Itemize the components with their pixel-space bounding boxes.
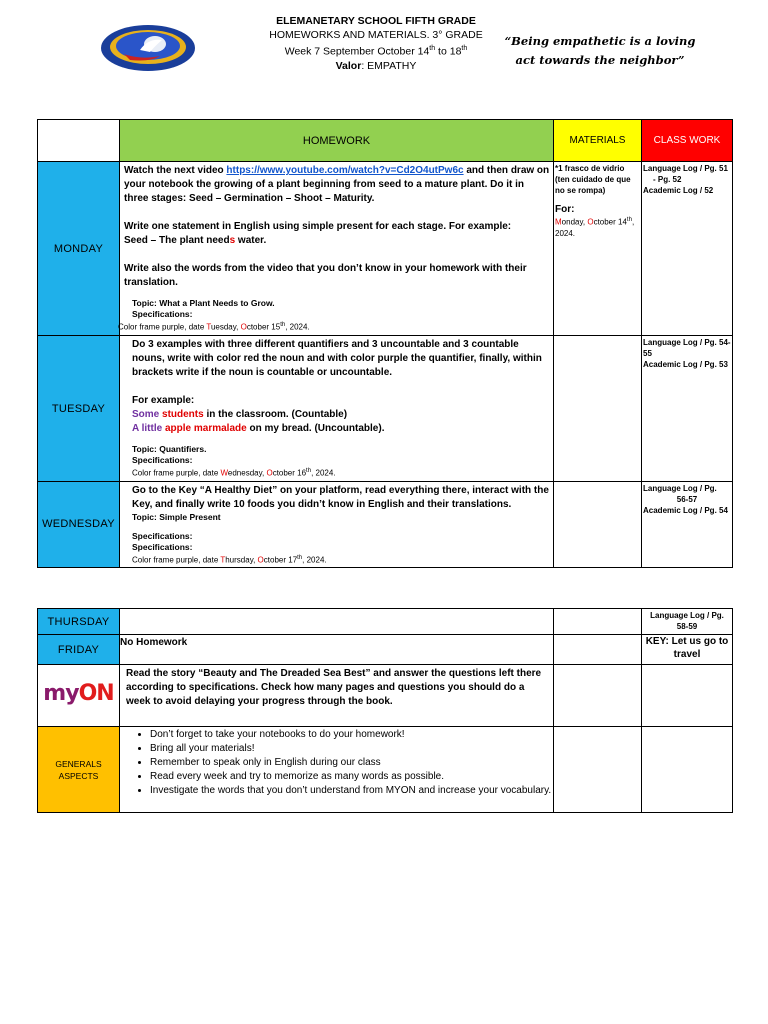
generals-classwork <box>642 727 733 813</box>
myon-logo: my ON <box>43 681 114 706</box>
list-item: • Remember to speak only in English during our class <box>150 756 553 770</box>
thursday-classwork: Language Log / Pg. 58-59 <box>642 609 733 635</box>
list-item: • Bring all your materials! <box>150 742 553 756</box>
wednesday-label: WEDNESDAY <box>38 482 120 568</box>
header-subtitle: HOMEWORKS AND MATERIALS. 3° GRADE <box>269 29 483 41</box>
valor-line: Valor: EMPATHY <box>335 59 417 72</box>
materials-header: MATERIALS <box>554 120 642 162</box>
monday-row <box>38 162 733 336</box>
tuesday-classwork: Language Log / Pg. 54-55 Academic Log / Pg. 53 <box>642 336 733 482</box>
empathy-quote: “Being empathetic is a loving act towards the neighbor” <box>504 34 696 67</box>
generals-materials <box>554 727 642 813</box>
monday-homework: Watch the next video https://www.youtube.com/watch?v=Cd2O4utPw6c and then draw on your notebook the growing of a plant beginning from seed to a mature plant. Do it in three stages: Seed – Germination – Shoot – Maturity. Write one statement in English using simple present for each stage. For example: Seed – The plant needs water. Write also the words from the video that you don’t know in your homework with their translation. Topic: What a Plant Needs to Grow. Specifications: Color frame purple, date Tuesday, October 15th, 2024. <box>120 162 554 336</box>
wednesday-classwork: Language Log / Pg. 56-57 Academic Log / Pg. 54 <box>642 482 733 568</box>
classwork-header: CLASS WORK <box>642 120 733 162</box>
header-text <box>250 14 502 73</box>
friday-label: FRIDAY <box>38 635 120 665</box>
list-item: • Read every week and try to memorize as many words as possible. <box>150 770 553 784</box>
wednesday-row <box>38 482 733 568</box>
thursday-homework <box>120 609 554 635</box>
week-line: Week 7 September October 14th to 18th <box>284 45 468 58</box>
myon-logo-cell <box>38 665 120 727</box>
tuesday-label: TUESDAY <box>38 336 120 482</box>
monday-label: MONDAY <box>38 162 120 336</box>
youtube-video-link[interactable]: https://www.youtube.com/watch?v=Cd2O4utPw6c <box>226 165 464 176</box>
thursday-row <box>38 609 733 635</box>
friday-row <box>38 635 733 665</box>
generals-list-cell <box>120 727 554 813</box>
friday-materials <box>554 635 642 665</box>
tuesday-materials <box>554 336 642 482</box>
wednesday-homework: Go to the Key “A Healthy Diet” on your platform, read everything there, interact with the Key, and finally write 10 foods you didn’t know in English and their translations. Topic: Simple Present Specifications: Specifications: Color frame purple, date Thursday, October 17th, 2024. <box>120 482 554 568</box>
monday-materials: *1 frasco de vidrio (ten cuidado de que no se rompa) For: Monday, October 14th, 2024. <box>554 162 642 336</box>
tuesday-homework: Do 3 examples with three different quantifiers and 3 uncountable and 3 countable nouns, write with color red the noun and with color purple the quantifier, finally, within brackets write if the noun is countable or uncountable. For example: Some students in the classroom. (Countable) A little apple marmalade on my bread. (Uncountable). Topic: Quantifiers. Specifications: Color frame purple, date Wednesday, October 16th, 2024. <box>120 336 554 482</box>
myon-row <box>38 665 733 727</box>
extra-schedule-table <box>37 608 733 813</box>
page-header <box>0 0 768 110</box>
school-logo <box>100 24 196 72</box>
friday-classwork: KEY: Let us go to travel <box>642 635 733 665</box>
generals-row <box>38 727 733 813</box>
friday-homework: No Homework <box>120 635 554 665</box>
tuesday-row <box>38 336 733 482</box>
school-title: ELEMANETARY SCHOOL FIFTH GRADE <box>276 15 476 27</box>
thursday-label: THURSDAY <box>38 609 120 635</box>
myon-homework: Read the story “Beauty and The Dreaded Sea Best” and answer the questions left there according to specifications. Check how many pages and questions you should do a week to avoid delaying your progress through the book. <box>120 665 554 727</box>
myon-classwork <box>642 665 733 727</box>
generals-list <box>120 728 553 798</box>
thursday-materials <box>554 609 642 635</box>
table-header-row <box>38 120 733 162</box>
myon-materials <box>554 665 642 727</box>
wednesday-materials <box>554 482 642 568</box>
homework-header: HOMEWORK <box>120 120 554 162</box>
weekly-schedule-table <box>37 119 733 568</box>
list-item: • Don’t forget to take your notebooks to do your homework! <box>150 728 553 742</box>
corner-cell <box>38 120 120 162</box>
list-item: • Investigate the words that you don’t understand from MYON and increase your vocabulary. <box>150 784 553 798</box>
generals-label: GENERALS ASPECTS <box>38 727 120 813</box>
monday-classwork: Language Log / Pg. 51 - Pg. 52 Academic Log / 52 <box>642 162 733 336</box>
